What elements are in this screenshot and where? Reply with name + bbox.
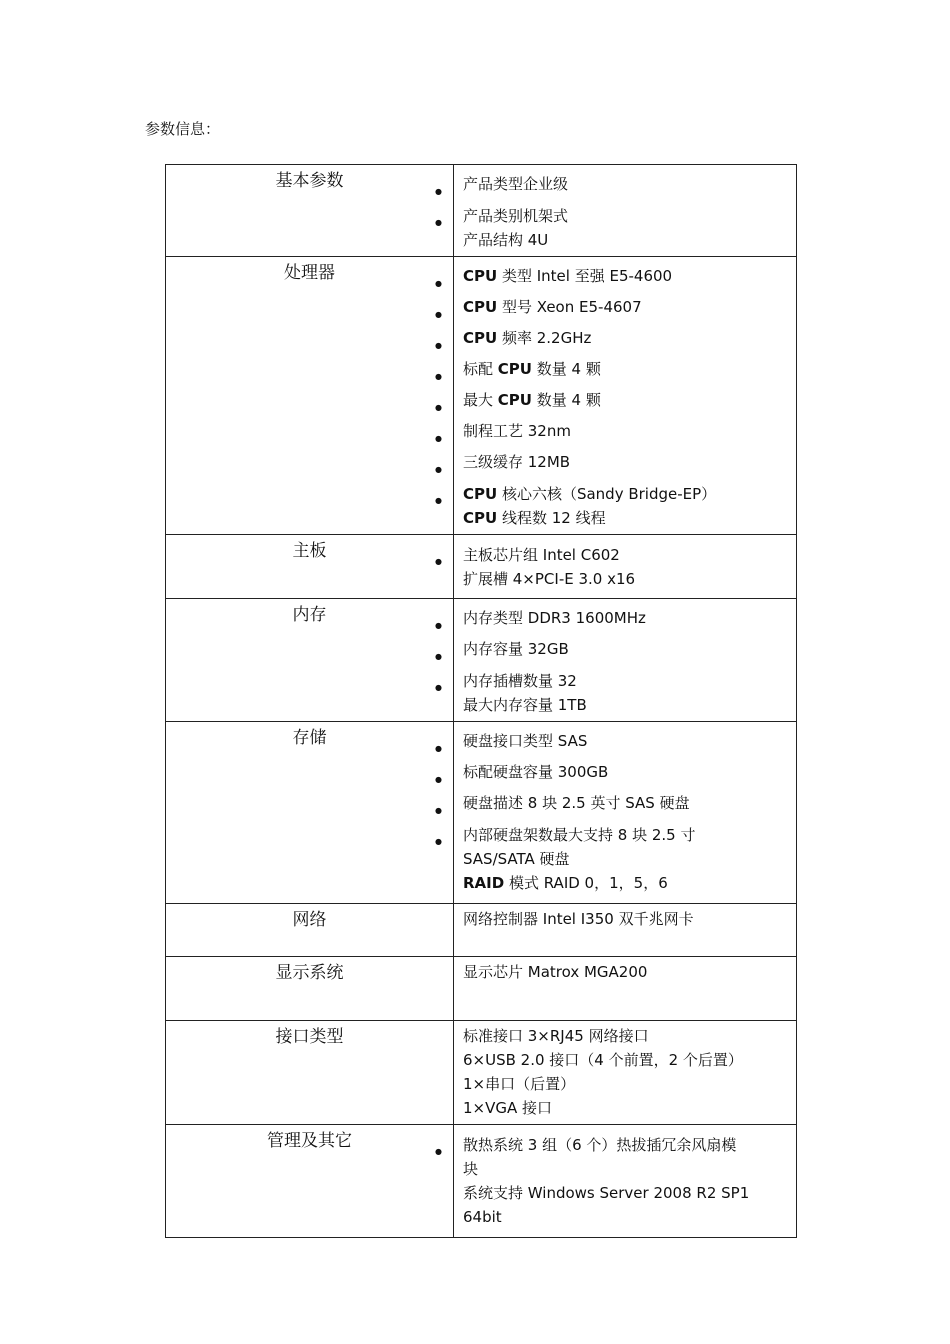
item-text: 内部硬盘架数最大支持 8 块 2.5 寸 bbox=[463, 826, 696, 844]
spec-category: 接口类型 bbox=[166, 1021, 454, 1125]
item-text: 块 bbox=[463, 1160, 479, 1178]
spec-row bbox=[166, 535, 797, 599]
item-text: 主板芯片组 Intel C602 bbox=[463, 546, 620, 564]
item-text: 硬盘描述 8 块 2.5 英寸 SAS 硬盘 bbox=[463, 794, 690, 812]
spec-item bbox=[435, 327, 788, 350]
item-text: 内存插槽数量 32 bbox=[463, 672, 577, 690]
item-text: 网络控制器 Intel I350 双千兆网卡 bbox=[463, 910, 694, 928]
spec-item bbox=[435, 669, 788, 693]
spec-item bbox=[435, 792, 788, 815]
spec-item bbox=[463, 1157, 788, 1181]
item-text: 类型 Intel 至强 E5-4600 bbox=[497, 267, 673, 285]
spec-row bbox=[166, 1125, 797, 1238]
item-text: 显示芯片 Matrox MGA200 bbox=[463, 963, 648, 981]
spec-item bbox=[463, 1048, 788, 1072]
spec-item bbox=[435, 451, 788, 474]
spec-item bbox=[435, 420, 788, 443]
spec-values bbox=[435, 1125, 797, 1238]
bullet-icon: ● bbox=[435, 496, 442, 505]
spec-values bbox=[435, 535, 797, 599]
spec-category: 内存 bbox=[166, 599, 454, 722]
item-text: 线程数 12 线程 bbox=[497, 509, 606, 527]
intro-label: 参数信息： bbox=[145, 120, 221, 138]
spec-values bbox=[454, 904, 797, 957]
spec-item bbox=[435, 1133, 788, 1157]
spec-values bbox=[435, 722, 797, 904]
bullet-icon: ● bbox=[435, 279, 442, 288]
item-text: 模式 RAID 0，1，5，6 bbox=[504, 874, 668, 892]
item-keyword: CPU bbox=[463, 298, 498, 316]
spec-values bbox=[454, 957, 797, 1021]
item-text: 硬盘接口类型 SAS bbox=[463, 732, 588, 750]
spec-row bbox=[166, 165, 797, 257]
spec-table bbox=[165, 164, 797, 1238]
spec-item bbox=[463, 847, 788, 871]
spec-item bbox=[435, 543, 788, 567]
item-keyword: CPU bbox=[463, 329, 498, 347]
item-text: 产品类型企业级 bbox=[463, 175, 569, 193]
bullet-icon: ● bbox=[435, 1147, 442, 1156]
item-text: 型号 Xeon E5-4607 bbox=[497, 298, 642, 316]
item-text: 数量 4 颗 bbox=[531, 391, 601, 409]
spec-category: 主板 bbox=[166, 535, 454, 599]
item-prefix: 标配 bbox=[463, 360, 498, 378]
spec-item bbox=[435, 358, 788, 381]
item-text: 制程工艺 32nm bbox=[463, 422, 571, 440]
item-text: SAS/SATA 硬盘 bbox=[463, 850, 570, 868]
spec-item bbox=[435, 730, 788, 753]
spec-row bbox=[166, 599, 797, 722]
bullet-icon: ● bbox=[435, 557, 442, 566]
item-text: 标配硬盘容量 300GB bbox=[463, 763, 609, 781]
bullet-icon: ● bbox=[435, 775, 442, 784]
spec-values bbox=[435, 165, 797, 257]
bullet-icon: ● bbox=[435, 683, 442, 692]
bullet-icon: ● bbox=[435, 806, 442, 815]
spec-item bbox=[435, 389, 788, 412]
spec-item bbox=[463, 960, 788, 984]
spec-item bbox=[435, 296, 788, 319]
item-text: 64bit bbox=[463, 1208, 502, 1226]
spec-row bbox=[166, 904, 797, 957]
item-text: 1×串口（后置） bbox=[463, 1075, 576, 1093]
spec-item bbox=[463, 1072, 788, 1096]
spec-row bbox=[166, 257, 797, 535]
spec-item bbox=[435, 173, 788, 196]
spec-item bbox=[463, 693, 788, 717]
item-text: 产品结构 4U bbox=[463, 231, 549, 249]
spec-values bbox=[435, 257, 797, 535]
item-text: 核心六核（Sandy Bridge-EP） bbox=[497, 485, 717, 503]
spec-item bbox=[463, 1181, 788, 1205]
bullet-icon: ● bbox=[435, 434, 442, 443]
bullet-icon: ● bbox=[435, 372, 442, 381]
spec-item bbox=[463, 1205, 788, 1229]
item-text: 散热系统 3 组（6 个）热拔插冗余风扇模 bbox=[463, 1136, 737, 1154]
spec-item bbox=[463, 228, 788, 252]
bullet-icon: ● bbox=[435, 652, 442, 661]
spec-item bbox=[463, 567, 788, 591]
spec-category: 管理及其它 bbox=[166, 1125, 454, 1238]
spec-values bbox=[454, 1021, 797, 1125]
spec-item bbox=[463, 907, 788, 931]
bullet-icon: ● bbox=[435, 744, 442, 753]
spec-values bbox=[435, 599, 797, 722]
spec-row bbox=[166, 957, 797, 1021]
item-text: 产品类别机架式 bbox=[463, 207, 569, 225]
spec-row bbox=[166, 722, 797, 904]
spec-item bbox=[435, 638, 788, 661]
bullet-icon: ● bbox=[435, 187, 442, 196]
item-text: 最大内存容量 1TB bbox=[463, 696, 587, 714]
spec-item bbox=[463, 506, 788, 530]
spec-item bbox=[435, 265, 788, 288]
spec-item bbox=[463, 1096, 788, 1120]
spec-category: 存储 bbox=[166, 722, 454, 904]
item-text: 扩展槽 4×PCI-E 3.0 x16 bbox=[463, 570, 636, 588]
spec-category: 显示系统 bbox=[166, 957, 454, 1021]
spec-item bbox=[435, 607, 788, 630]
item-keyword: CPU bbox=[463, 485, 498, 503]
item-text: 频率 2.2GHz bbox=[497, 329, 592, 347]
spec-row bbox=[166, 1021, 797, 1125]
item-text: 数量 4 颗 bbox=[531, 360, 601, 378]
spec-item bbox=[435, 761, 788, 784]
bullet-icon: ● bbox=[435, 403, 442, 412]
item-text: 内存容量 32GB bbox=[463, 640, 569, 658]
spec-item bbox=[435, 482, 788, 506]
item-text: 6×USB 2.0 接口（4 个前置，2 个后置） bbox=[463, 1051, 743, 1069]
item-keyword: CPU bbox=[463, 509, 498, 527]
bullet-icon: ● bbox=[435, 310, 442, 319]
item-keyword: CPU bbox=[497, 391, 532, 409]
spec-item bbox=[463, 871, 788, 895]
item-text: 系统支持 Windows Server 2008 R2 SP1 bbox=[463, 1184, 750, 1202]
spec-item bbox=[435, 823, 788, 847]
bullet-icon: ● bbox=[435, 341, 442, 350]
bullet-icon: ● bbox=[435, 218, 442, 227]
spec-category: 处理器 bbox=[166, 257, 454, 535]
spec-item bbox=[463, 1024, 788, 1048]
item-keyword: CPU bbox=[463, 267, 498, 285]
item-prefix: 最大 bbox=[463, 391, 498, 409]
bullet-icon: ● bbox=[435, 837, 442, 846]
item-text: 三级缓存 12MB bbox=[463, 453, 571, 471]
spec-category: 网络 bbox=[166, 904, 454, 957]
spec-item bbox=[435, 204, 788, 228]
item-keyword: RAID bbox=[463, 874, 505, 892]
item-text: 内存类型 DDR3 1600MHz bbox=[463, 609, 646, 627]
bullet-icon: ● bbox=[435, 465, 442, 474]
bullet-icon: ● bbox=[435, 621, 442, 630]
spec-category: 基本参数 bbox=[166, 165, 454, 257]
item-keyword: CPU bbox=[497, 360, 532, 378]
item-text: 标准接口 3×RJ45 网络接口 bbox=[463, 1027, 649, 1045]
item-text: 1×VGA 接口 bbox=[463, 1099, 553, 1117]
